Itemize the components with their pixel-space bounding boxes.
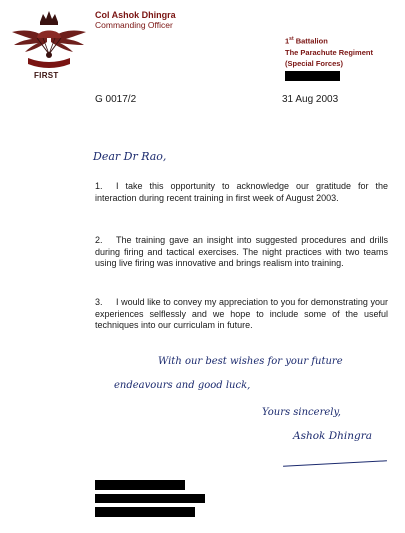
paragraph-2 — [95, 235, 388, 270]
parachute-regiment-insignia — [10, 8, 88, 74]
handwritten-valediction: Yours sincerely, — [262, 407, 341, 418]
sender-role: Commanding Officer — [95, 20, 173, 30]
paragraph-number: 3. — [95, 297, 103, 307]
signature-underline — [283, 460, 387, 466]
unit-ordinal-suffix: st — [289, 36, 294, 42]
paragraph-text: I would like to convey my appreciation to you for demonstrating your experiences selflessly and we hope to include some of the useful techniques into our curriculam in future. — [95, 297, 388, 331]
paragraph-number: 1. — [95, 181, 103, 191]
paragraph-3 — [95, 297, 388, 332]
redaction-bar-recipient-1 — [95, 480, 185, 490]
redaction-bar-recipient-2 — [95, 494, 205, 503]
unit-address — [285, 34, 373, 69]
redaction-bar-recipient-3 — [95, 507, 195, 517]
paragraph-text: I take this opportunity to acknowledge our gratitude for the interaction during recent training in first week of August 2003. — [95, 181, 388, 203]
insignia-caption: FIRST — [34, 71, 59, 80]
signature: Ashok Dhingra — [293, 430, 373, 442]
unit-line-3: (Special Forces) — [285, 58, 343, 68]
unit-ordinal: 1 — [285, 36, 290, 46]
paragraph-1 — [95, 181, 388, 204]
unit-line-1-rest: Battalion — [293, 36, 328, 46]
reference-number: G 0017/2 — [95, 94, 137, 105]
unit-line-1 — [285, 34, 373, 47]
letter-date: 31 Aug 2003 — [282, 94, 339, 105]
paragraph-text: The training gave an insight into suggested procedures and drills during firing and tactical exercises. The night practices with two teams using live firing was innovative and brings realism into training. — [95, 235, 388, 269]
paragraph-number: 2. — [95, 235, 103, 245]
salutation: Dear Dr Rao, — [93, 150, 167, 163]
unit-line-2: The Parachute Regiment — [285, 47, 373, 57]
handwritten-closing-line-2: endeavours and good luck, — [114, 380, 251, 391]
sender-name: Col Ashok Dhingra — [95, 10, 176, 20]
handwritten-closing-line-1: With our best wishes for your future — [158, 356, 343, 367]
redaction-bar-address — [285, 71, 340, 81]
